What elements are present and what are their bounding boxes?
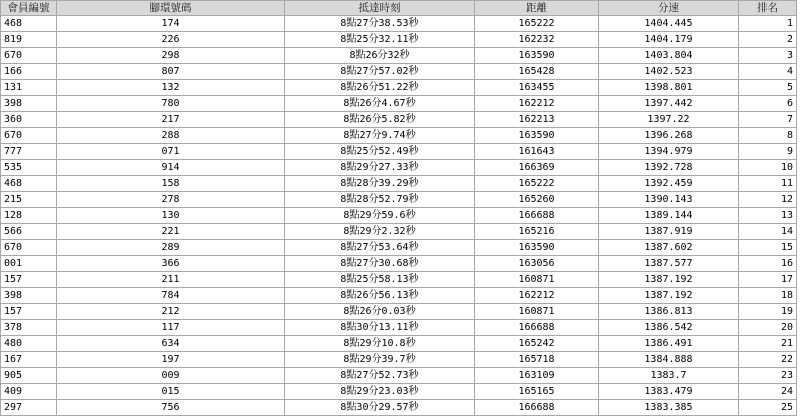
header-distance: 距離 [475,1,599,16]
ring-number-cell: 071 [57,144,285,160]
rank-cell: 8 [739,128,797,144]
distance-cell: 166688 [475,320,599,336]
distance-cell: 165216 [475,224,599,240]
table-row [1,272,797,288]
rank-cell: 17 [739,272,797,288]
table-header [1,1,797,16]
member-id-cell: 398 [1,96,57,112]
table-row [1,32,797,48]
header-member-id: 會員編號 [1,1,57,16]
table-row [1,224,797,240]
table-row [1,64,797,80]
table-row [1,336,797,352]
rank-cell: 12 [739,192,797,208]
speed-cell: 1404.179 [599,32,739,48]
speed-cell: 1390.143 [599,192,739,208]
arrival-time-cell: 8點25分32.11秒 [285,32,475,48]
ring-number-cell: 914 [57,160,285,176]
rank-cell: 22 [739,352,797,368]
rank-cell: 15 [739,240,797,256]
ring-number-cell: 784 [57,288,285,304]
speed-cell: 1383.7 [599,368,739,384]
rank-cell: 1 [739,16,797,32]
distance-cell: 162232 [475,32,599,48]
member-id-cell: 819 [1,32,57,48]
table-row [1,112,797,128]
header-arrival-time: 抵達時刻 [285,1,475,16]
ring-number-cell: 130 [57,208,285,224]
ring-number-cell: 278 [57,192,285,208]
speed-cell: 1392.459 [599,176,739,192]
rank-cell: 18 [739,288,797,304]
speed-cell: 1386.813 [599,304,739,320]
ring-number-cell: 197 [57,352,285,368]
arrival-time-cell: 8點27分57.02秒 [285,64,475,80]
distance-cell: 166688 [475,208,599,224]
distance-cell: 165222 [475,16,599,32]
member-id-cell: 297 [1,400,57,416]
ring-number-cell: 807 [57,64,285,80]
speed-cell: 1402.523 [599,64,739,80]
table-row [1,80,797,96]
table-row [1,240,797,256]
arrival-time-cell: 8點25分58.13秒 [285,272,475,288]
speed-cell: 1397.442 [599,96,739,112]
ring-number-cell: 289 [57,240,285,256]
member-id-cell: 378 [1,320,57,336]
ring-number-cell: 780 [57,96,285,112]
distance-cell: 165165 [475,384,599,400]
arrival-time-cell: 8點27分38.53秒 [285,16,475,32]
ring-number-cell: 217 [57,112,285,128]
table-row [1,288,797,304]
member-id-cell: 468 [1,16,57,32]
rank-cell: 9 [739,144,797,160]
rank-cell: 20 [739,320,797,336]
arrival-time-cell: 8點26分0.03秒 [285,304,475,320]
distance-cell: 162212 [475,96,599,112]
rank-cell: 11 [739,176,797,192]
header-rank: 排名 [739,1,797,16]
rank-cell: 14 [739,224,797,240]
rank-cell: 16 [739,256,797,272]
speed-cell: 1384.888 [599,352,739,368]
arrival-time-cell: 8點26分51.22秒 [285,80,475,96]
member-id-cell: 670 [1,240,57,256]
table-row [1,320,797,336]
header-row [1,1,797,16]
arrival-time-cell: 8點28分39.29秒 [285,176,475,192]
speed-cell: 1396.268 [599,128,739,144]
ring-number-cell: 117 [57,320,285,336]
ring-number-cell: 634 [57,336,285,352]
table-row [1,400,797,416]
table-row [1,384,797,400]
rank-cell: 6 [739,96,797,112]
distance-cell: 166369 [475,160,599,176]
ring-number-cell: 756 [57,400,285,416]
rank-cell: 23 [739,368,797,384]
table-row [1,352,797,368]
distance-cell: 165428 [475,64,599,80]
distance-cell: 163455 [475,80,599,96]
arrival-time-cell: 8點28分52.79秒 [285,192,475,208]
speed-cell: 1387.577 [599,256,739,272]
table-row [1,16,797,32]
ring-number-cell: 009 [57,368,285,384]
member-id-cell: 131 [1,80,57,96]
arrival-time-cell: 8點30分13.11秒 [285,320,475,336]
rank-cell: 13 [739,208,797,224]
arrival-time-cell: 8點27分9.74秒 [285,128,475,144]
ring-number-cell: 015 [57,384,285,400]
member-id-cell: 157 [1,304,57,320]
table-row [1,192,797,208]
arrival-time-cell: 8點25分52.49秒 [285,144,475,160]
table-body [1,16,797,416]
speed-cell: 1387.602 [599,240,739,256]
member-id-cell: 215 [1,192,57,208]
member-id-cell: 166 [1,64,57,80]
distance-cell: 165260 [475,192,599,208]
arrival-time-cell: 8點29分39.7秒 [285,352,475,368]
ring-number-cell: 298 [57,48,285,64]
speed-cell: 1403.804 [599,48,739,64]
member-id-cell: 398 [1,288,57,304]
table-row [1,160,797,176]
member-id-cell: 905 [1,368,57,384]
rank-cell: 5 [739,80,797,96]
rank-cell: 19 [739,304,797,320]
arrival-time-cell: 8點29分23.03秒 [285,384,475,400]
arrival-time-cell: 8點29分59.6秒 [285,208,475,224]
arrival-time-cell: 8點29分2.32秒 [285,224,475,240]
speed-cell: 1387.192 [599,272,739,288]
speed-cell: 1398.801 [599,80,739,96]
table-row [1,144,797,160]
rank-cell: 10 [739,160,797,176]
rank-cell: 2 [739,32,797,48]
arrival-time-cell: 8點29分27.33秒 [285,160,475,176]
header-speed: 分速 [599,1,739,16]
arrival-time-cell: 8點29分10.8秒 [285,336,475,352]
member-id-cell: 167 [1,352,57,368]
distance-cell: 160871 [475,304,599,320]
speed-cell: 1397.22 [599,112,739,128]
table-row [1,208,797,224]
member-id-cell: 360 [1,112,57,128]
member-id-cell: 409 [1,384,57,400]
header-ring-number: 腳環號碼 [57,1,285,16]
arrival-time-cell: 8點26分5.82秒 [285,112,475,128]
speed-cell: 1392.728 [599,160,739,176]
arrival-time-cell: 8點26分56.13秒 [285,288,475,304]
distance-cell: 160871 [475,272,599,288]
distance-cell: 165222 [475,176,599,192]
member-id-cell: 128 [1,208,57,224]
distance-cell: 163590 [475,128,599,144]
member-id-cell: 157 [1,272,57,288]
distance-cell: 161643 [475,144,599,160]
ring-number-cell: 226 [57,32,285,48]
speed-cell: 1383.479 [599,384,739,400]
rank-cell: 4 [739,64,797,80]
ring-number-cell: 158 [57,176,285,192]
member-id-cell: 535 [1,160,57,176]
arrival-time-cell: 8點27分30.68秒 [285,256,475,272]
table-row [1,368,797,384]
rank-cell: 21 [739,336,797,352]
ring-number-cell: 221 [57,224,285,240]
distance-cell: 162212 [475,288,599,304]
ring-number-cell: 211 [57,272,285,288]
ring-number-cell: 288 [57,128,285,144]
speed-cell: 1389.144 [599,208,739,224]
distance-cell: 166688 [475,400,599,416]
table-row [1,96,797,112]
distance-cell: 163590 [475,48,599,64]
distance-cell: 165718 [475,352,599,368]
ring-number-cell: 174 [57,16,285,32]
speed-cell: 1386.542 [599,320,739,336]
member-id-cell: 670 [1,128,57,144]
speed-cell: 1386.491 [599,336,739,352]
rank-cell: 24 [739,384,797,400]
table-row [1,48,797,64]
rank-cell: 7 [739,112,797,128]
member-id-cell: 001 [1,256,57,272]
member-id-cell: 468 [1,176,57,192]
arrival-time-cell: 8點26分32秒 [285,48,475,64]
ring-number-cell: 212 [57,304,285,320]
speed-cell: 1387.919 [599,224,739,240]
distance-cell: 162213 [475,112,599,128]
distance-cell: 165242 [475,336,599,352]
speed-cell: 1394.979 [599,144,739,160]
member-id-cell: 777 [1,144,57,160]
distance-cell: 163109 [475,368,599,384]
arrival-time-cell: 8點27分52.73秒 [285,368,475,384]
speed-cell: 1404.445 [599,16,739,32]
arrival-time-cell: 8點27分53.64秒 [285,240,475,256]
distance-cell: 163590 [475,240,599,256]
member-id-cell: 566 [1,224,57,240]
ring-number-cell: 366 [57,256,285,272]
rank-cell: 3 [739,48,797,64]
arrival-time-cell: 8點30分29.57秒 [285,400,475,416]
arrival-time-cell: 8點26分4.67秒 [285,96,475,112]
speed-cell: 1387.192 [599,288,739,304]
table-row [1,176,797,192]
table-row [1,256,797,272]
ring-number-cell: 132 [57,80,285,96]
member-id-cell: 480 [1,336,57,352]
speed-cell: 1383.385 [599,400,739,416]
table-row [1,128,797,144]
distance-cell: 163056 [475,256,599,272]
table-row [1,304,797,320]
member-id-cell: 670 [1,48,57,64]
rank-cell: 25 [739,400,797,416]
